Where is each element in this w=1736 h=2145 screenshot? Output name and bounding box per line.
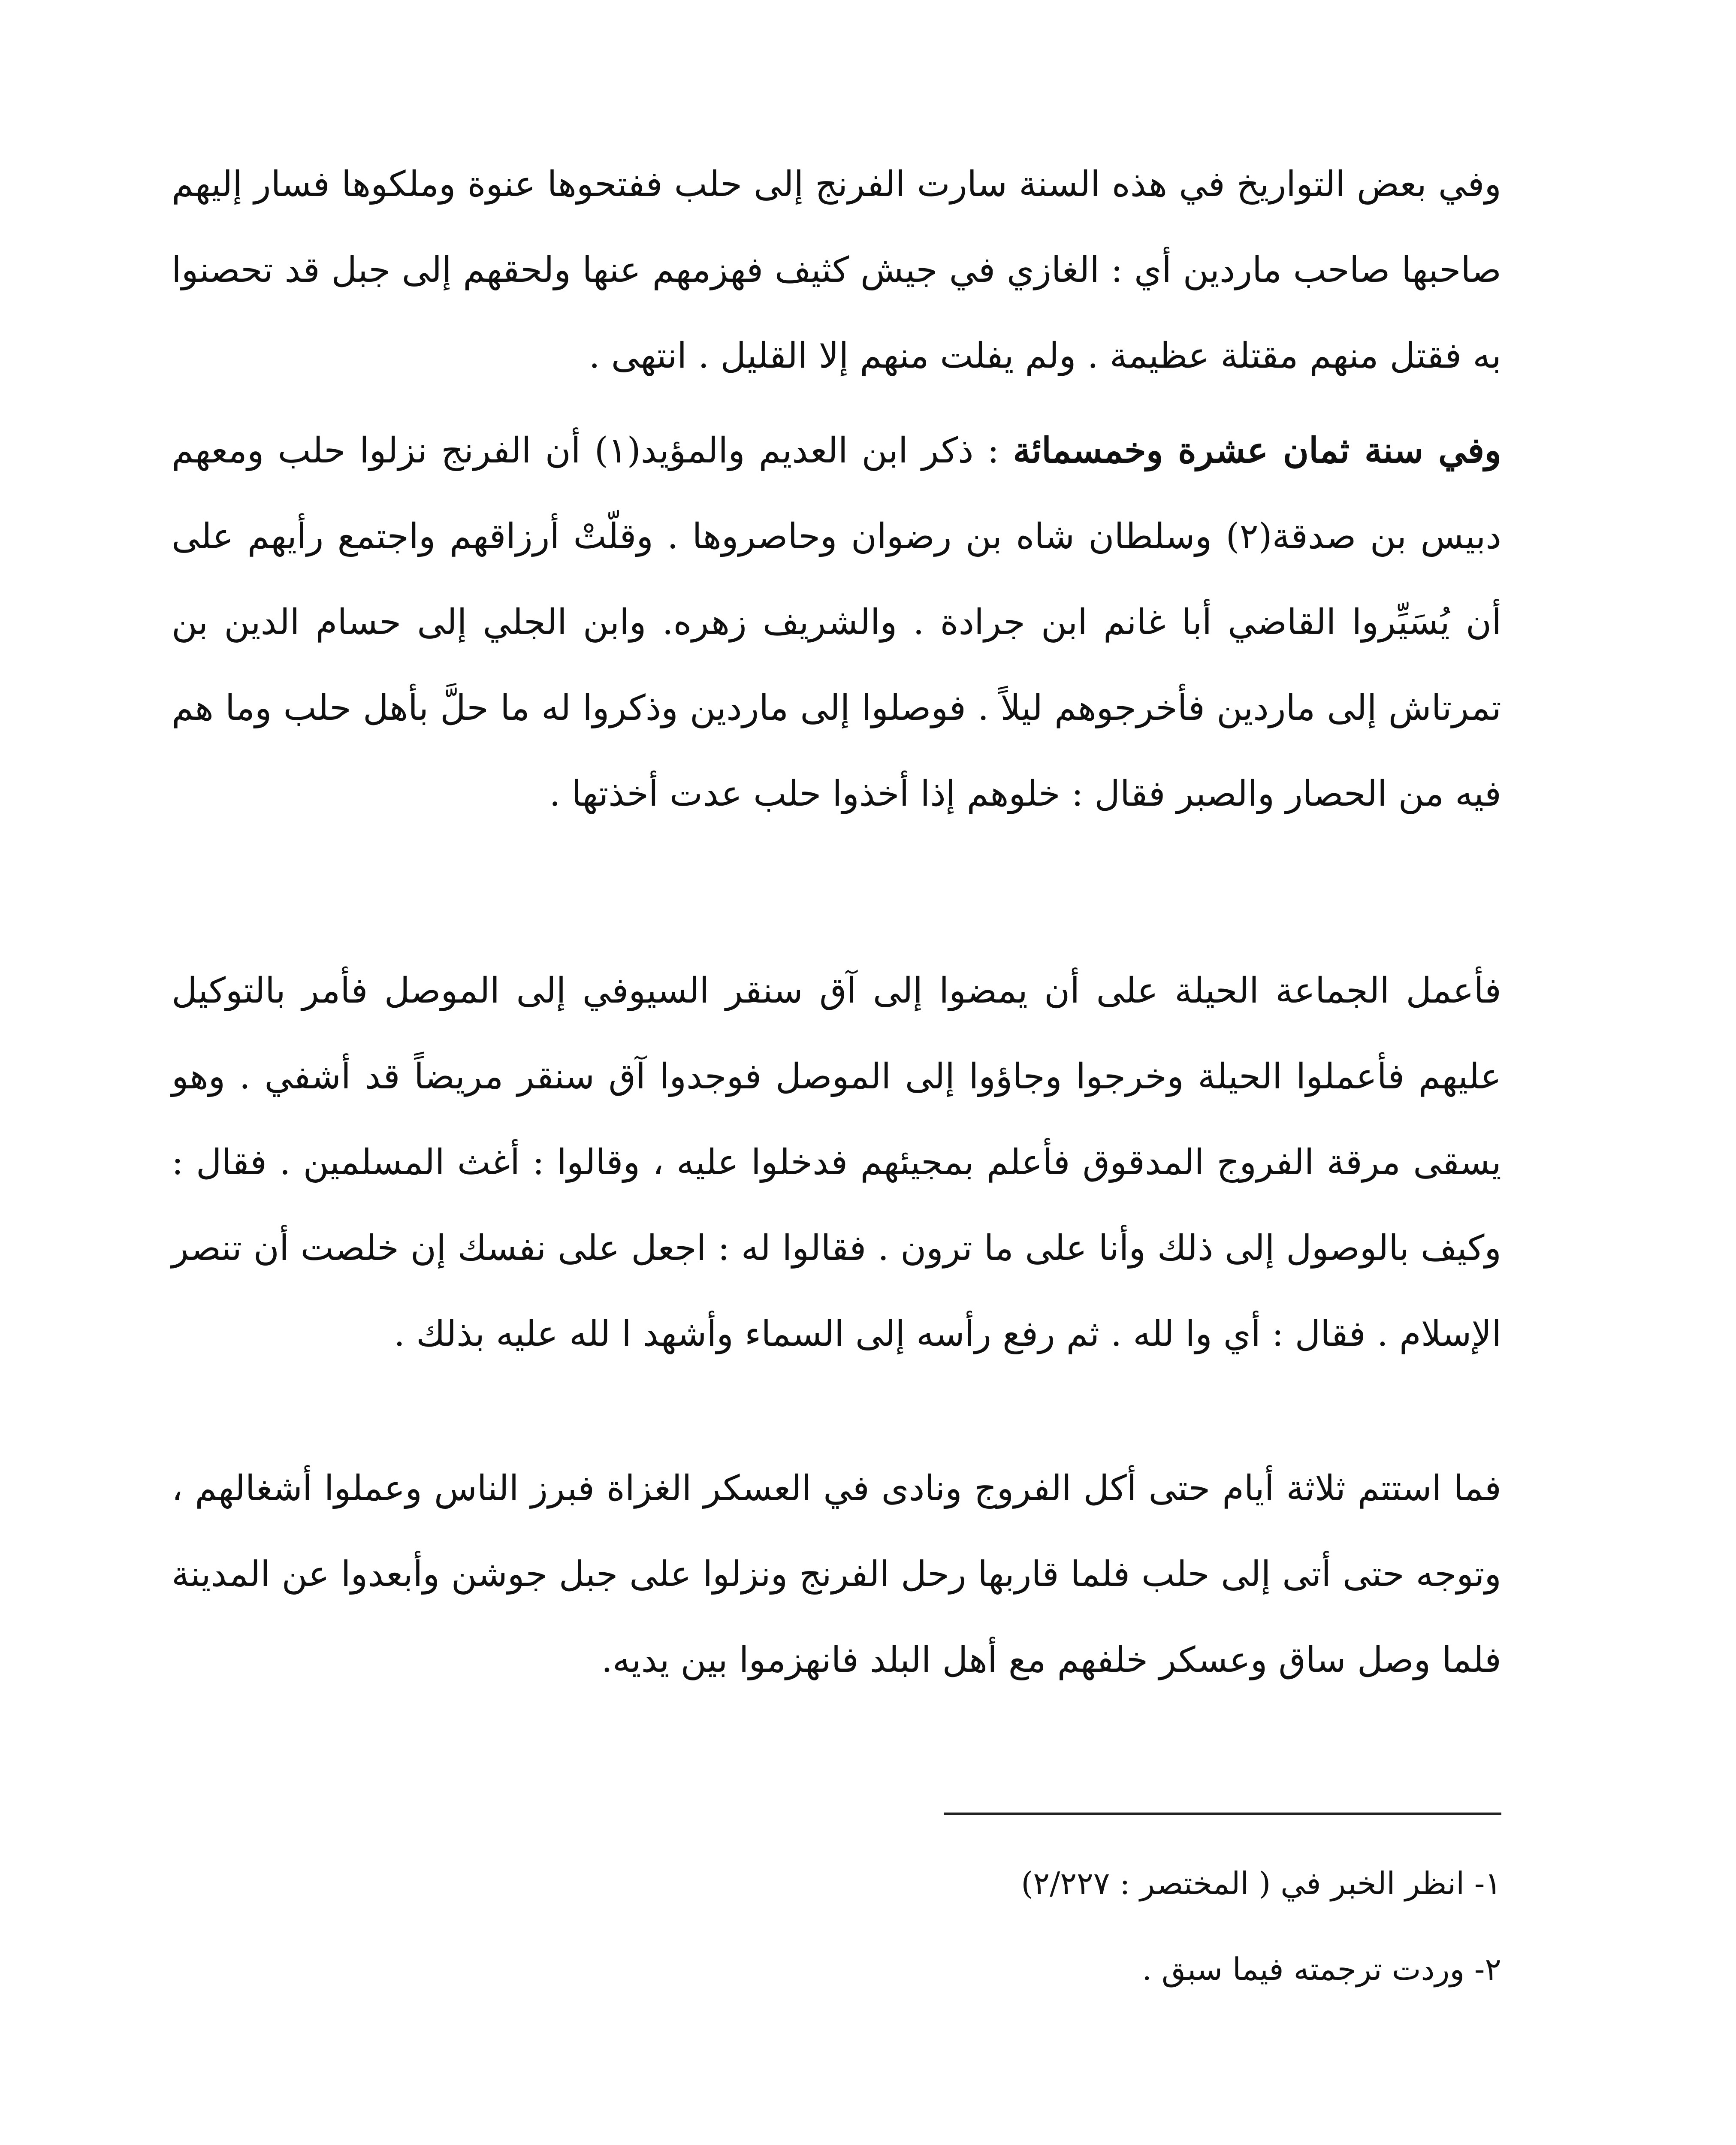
paragraph-text: وفي بعض التواريخ في هذه السنة سارت الفرنج إلى حلب ففتحوها عنوة وملكوها فسار إليهم صاحبها صاحب ماردين أي : الغازي في جيش كثيف فهزمهم عنها ولحقهم إلى جبل قد تحصنوا به فقتل منهم مقتلة عظيمة . ولم يفلت منهم إلا القليل . انتهى . (172, 164, 1501, 376)
paragraph-text: فما استتم ثلاثة أيام حتى أكل الفروج ونادى في العسكر الغزاة فبرز الناس وعملوا أشغالهم ، وتوجه حتى أتى إلى حلب فلما قاربها رحل الفرنج ونزلوا على جبل جوشن وأبعدوا عن المدينة فلما وصل ساق وعسكر خلفهم مع أهل البلد فانهزموا بين يديه. (172, 1468, 1501, 1680)
paragraph-4 (172, 1446, 1501, 1703)
footnote-divider (944, 1813, 1501, 1815)
paragraph-2 (172, 408, 1501, 837)
year-heading: وفي سنة ثمان عشرة وخمسمائة (1013, 430, 1501, 471)
footnotes (172, 1840, 1501, 2012)
paragraph-text (172, 408, 1501, 837)
paragraph-1 (172, 142, 1501, 399)
paragraph-3 (172, 948, 1501, 1377)
footnote-1: ١- انظر الخبر في ( المختصر : ٢/٢٢٧) (1021, 1865, 1501, 1901)
paragraph-body: : ذكر ابن العديم والمؤيد(١) أن الفرنج نزلوا حلب ومعهم دبيس بن صدقة(٢) وسلطان شاه بن رضوان وحاصروها . وقلّتْ أرزاقهم واجتمع رأيهم على أن يُسَيِّروا القاضي أبا غانم ابن جرادة . والشريف زهره. وابن الجلي إلى حسام الدين بن تمرتاش إلى ماردين فأخرجوهم ليلاً . فوصلوا إلى ماردين وذكروا له ما حلَّ بأهل حلب وما هم فيه من الحصار والصبر فقال : خلوهم إذا أخذوا حلب عدت أخذتها . (172, 430, 1501, 814)
footnote-2: ٢- وردت ترجمته فيما سبق . (1142, 1951, 1501, 1987)
paragraph-text: فأعمل الجماعة الحيلة على أن يمضوا إلى آق سنقر السيوفي إلى الموصل فأمر بالتوكيل عليهم فأعملوا الحيلة وخرجوا وجاؤوا إلى الموصل فوجدوا آق سنقر مريضاً قد أشفي . وهو يسقى مرقة الفروج المدقوق فأعلم بمجيئهم فدخلوا عليه ، وقالوا : أغث المسلمين . فقال : وكيف بالوصول إلى ذلك وأنا على ما ترون . فقالوا له : اجعل على نفسك إن خلصت أن تنصر الإسلام . فقال : أي وا لله . ثم رفع رأسه إلى السماء وأشهد ا لله عليه بذلك . (172, 970, 1501, 1354)
